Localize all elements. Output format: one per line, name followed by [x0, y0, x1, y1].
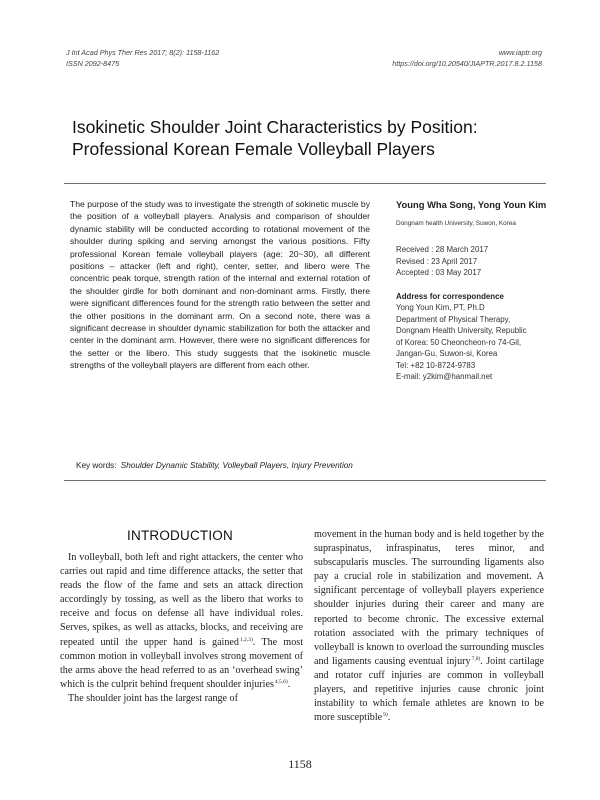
abstract-text: The purpose of the study was to investigate the strength of sokinetic muscle by the position of a volleyball players. Analysis and comparison of shoulder dynamic stability will be conducted according to rotational movement of the shoulder during spiking and serving amongst the various positions. Fifty professional Korean female volleyball players (age: 20~30), all different positions – attacker (left and right), center, setter, and libero were The concentric peak torque, strength ration of the internal and external rotation of the shoulder girdle for both dominant and non-dominant arms. Firstly, there were significant differences found for the strength ratio between the setter and the other positions in the dominant arm. On a second note, there was a significant decrease in shoulder dynamic stabilization for both the attacker and center in the dominant arm. However, there were no significant differences for the setter or the libero. This study suggests that the isokinetic muscle strengths of the volleyball players are different from each other.	[70, 199, 370, 371]
citation-ref: 9)	[383, 712, 388, 719]
intro-p2-text-b: . Joint cartilage and rotator cuff injuries are common in volleyball players, and repetitive injuries cause chronic joint instability to which female athletes are known to be more susceptible	[314, 655, 544, 724]
doi-link[interactable]: https://doi.org/10.20540/JIAPTR.2017.8.2.1158	[392, 58, 542, 68]
intro-p2-text-a: movement in the human body and is held together by the supraspinatus, infraspinatus, teres minor, and subscapularis muscles. The surrounding ligaments also pay a crucial role in stabilization and movement. A significant percentage of volleyball players experience shoulder injuries during their career and many are reported to become chronic. The excessive external rotation associated with the primary techniques of volleyball is known to overload the surrounding muscles and ligaments causing eventual injury	[314, 529, 544, 667]
body-column-left	[60, 551, 303, 706]
paper-title	[72, 116, 552, 160]
intro-p1-text-end: .	[287, 678, 291, 690]
correspondence-tel: Tel: +82 10-8724-9783	[396, 360, 476, 370]
running-header-left	[66, 48, 219, 69]
citation-ref: 1,2,3)	[239, 636, 253, 643]
correspondence-university: Dongnam Health University, Republic	[396, 326, 527, 335]
issn: ISSN 2092-8475	[66, 58, 120, 68]
body-column-right	[314, 528, 544, 725]
date-received: Received : 28 March 2017	[396, 245, 489, 254]
intro-p1-text-a: In volleyball, both left and right attackers, the center who carries out rapid and time difference attacks, the setter that reads the flow of the fame and sets an attack direction accordingly by tossing, as well as the libero that works to receive and focus on defense all have individual roles. Serves, spikes, as well as attacks, blocks, and receiving are repeated until the upper hand is gained	[60, 552, 303, 648]
article-info	[396, 198, 556, 383]
author-names: Young Wha Song, Yong Youn Kim	[396, 199, 547, 210]
citation-ref: 7,8)	[471, 655, 481, 662]
correspondence-name: Yong Youn Kim, PT, Ph.D	[396, 303, 485, 312]
date-accepted: Accepted : 03 May 2017	[396, 268, 482, 277]
citation-ref: 4,5,6)	[274, 678, 288, 685]
title-line-2: Professional Korean Female Volleyball Players	[72, 139, 435, 159]
title-line-1: Isokinetic Shoulder Joint Characteristics by Position:	[72, 117, 478, 137]
correspondence-address-1: of Korea: 50 Cheoncheon-ro 74-Gil,	[396, 337, 522, 347]
journal-citation: J Int Acad Phys Ther Res 2017; 8(2): 1158-1162	[66, 48, 220, 57]
correspondence	[396, 291, 556, 383]
keywords-label: Key words:	[76, 461, 117, 470]
bottom-rule	[64, 480, 546, 481]
journal-website-link[interactable]: www.iaptr.org	[498, 48, 542, 57]
top-rule	[64, 183, 546, 184]
keywords	[76, 461, 353, 470]
introduction-heading: INTRODUCTION	[127, 528, 233, 543]
intro-p1-text-b: . The most common motion in volleyball involves strong movement of the arms above the head referred to as an ‘overhead swing’ which is the culprit behind frequent shoulder injuries	[60, 636, 304, 690]
intro-paragraph-1	[60, 551, 303, 692]
correspondence-dept: Department of Physical Therapy,	[396, 314, 511, 324]
keywords-value: Shoulder Dynamic Stability, Volleyball Players, Injury Prevention	[120, 461, 353, 470]
intro-paragraph-2: The shoulder joint has the largest range of	[68, 692, 238, 704]
running-header-right	[392, 48, 542, 69]
correspondence-email[interactable]: E-mail: y2kim@hanmail.net	[396, 372, 493, 381]
correspondence-address-2: Jangan-Gu, Suwon-si, Korea	[396, 349, 498, 358]
article-dates	[396, 244, 556, 279]
correspondence-heading: Address for correspondence	[396, 291, 504, 301]
abstract	[70, 198, 370, 372]
intro-paragraph-2-continued	[314, 528, 544, 725]
intro-p2-text-end: .	[387, 712, 391, 724]
page-number: 1158	[288, 757, 312, 771]
author-affiliation: Dongnam health University, Suwon, Korea	[396, 220, 516, 227]
date-revised: Revised : 23 April 2017	[396, 256, 478, 266]
